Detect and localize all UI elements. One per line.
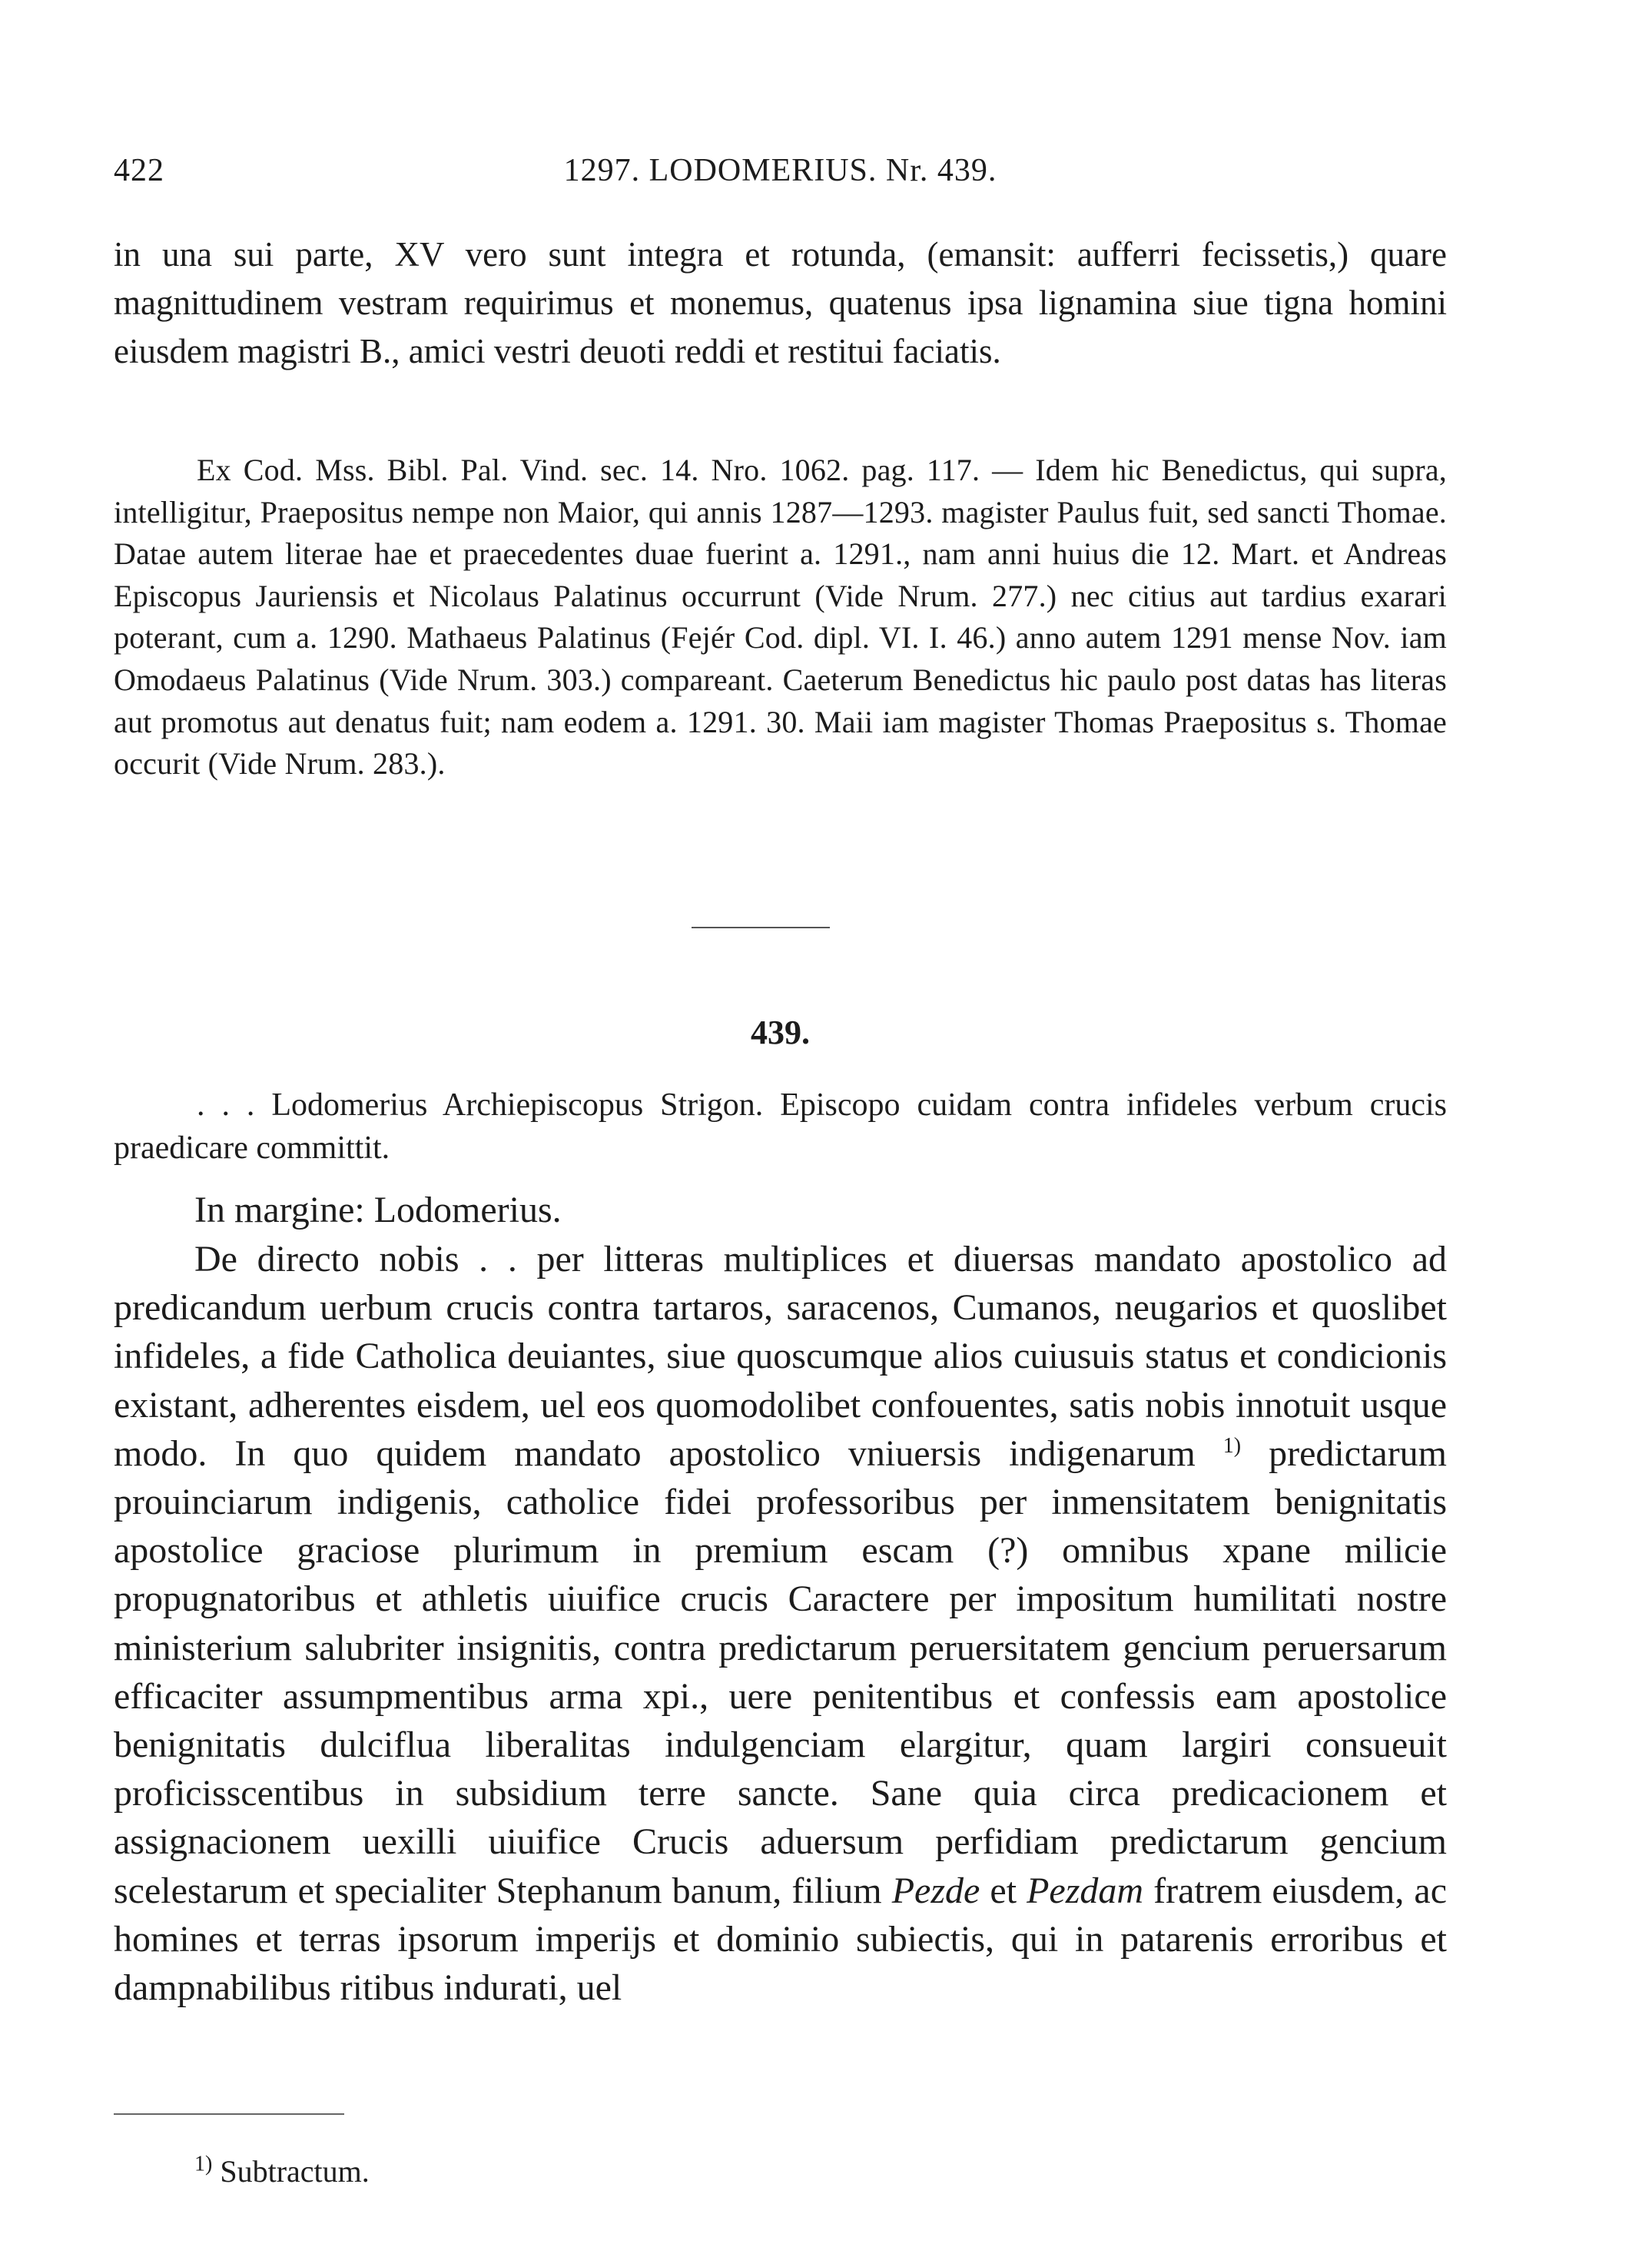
footnote — [194, 2152, 370, 2192]
personal-name-pezdam: Pezdam — [1027, 1870, 1144, 1911]
body-text-part-4: fratrem eiusdem, ac homines et terras ipsorum imperijs et dominio subiectis, qui in patarenis erroribus et dampnabilibus ritibus indurati, uel — [114, 1870, 1448, 2009]
editorial-note — [114, 450, 1447, 785]
summary-text: . . . Lodomerius Archiepiscopus Strigon. Episcopo cuidam contra infideles verbum crucis praedicare committit. — [114, 1087, 1447, 1166]
page-number: 422 — [114, 153, 164, 188]
section-divider — [692, 927, 830, 928]
footnote-text: Subtractum. — [220, 2154, 370, 2189]
footnote-marker: 1) — [194, 2152, 213, 2176]
document-number: 439. — [751, 1014, 810, 1051]
continuation-paragraph — [114, 231, 1447, 376]
body-text-part-1: De directo nobis . . per litteras multiplices et diuersas mandato apostolico ad predicandum uerbum crucis contra tartaros, saracenos, Cumanos, neugarios et quoslibet infideles, a fide Catholica deuiantes, siue quoscumque alios cuiusuis status et condicionis existant, adherentes eisdem, uel eos quomodolibet confouentes, satis nobis innotuit usque modo. In quo quidem mandato apostolico vniuersis indigenarum — [114, 1239, 1447, 1474]
body-text-part-3: et — [990, 1870, 1017, 1911]
body-text-part-2: predictarum prouinciarum indigenis, catholice fidei professoribus per inmensitatem benignitatis apostolice graciose plurimum in premium escam (?) omnibus xpane milicie propugnatoribus et athletis uiuifice crucis Caractere per impositum humilitati nostre ministerium salubriter insignitis, contra predictarum peruersitatem gencium peruersarum efficaciter assumpmentibus arma xpi., uere penitentibus et confessis eam apostolice benignitatis dulciflua liberalitas indulgenciam elargitur, quam largiri consueuit proficisscentibus in subsidium terre sancte. Sane quia circa predicacionem et assignacionem uexilli uiuifice Crucis aduersum perfidiam predictarum gencium scelestarum et specialiter Stephanum banum, filium — [114, 1432, 1448, 1911]
body-paragraph — [114, 1235, 1447, 2012]
editorial-note-text: Ex Cod. Mss. Bibl. Pal. Vind. sec. 14. Nro. 1062. pag. 117. — Idem hic Benedictus, qui supra, intelligitur, Praepositus nempe non Maior, qui annis 1287—1293. magister Paulus fuit, sed sancti Thomae. Datae autem literae hae et praecedentes duae fuerint a. 1291., nam anni huius die 12. Mart. et Andreas Episcopus Jauriensis et Nicolaus Palatinus occurrunt (Vide Nrum. 277.) nec citius aut tardius exarari poterant, cum a. 1290. Mathaeus Palatinus (Fejér Cod. dipl. VI. I. 46.) anno autem 1291 mense Nov. iam Omodaeus Palatinus (Vide Nrum. 303.) compareant. Caeterum Benedictus hic paulo post datas has literas aut promotus aut denatus fuit; nam eodem a. 1291. 30. Maii iam magister Thomas Praepositus s. Thomae occurit (Vide Nrum. 283.). — [114, 453, 1447, 782]
margin-note: In margine: Lodomerius. — [194, 1190, 562, 1230]
footnote-divider — [114, 2113, 344, 2115]
continuation-text: in una sui parte, XV vero sunt integra et rotunda, (emansit: aufferri fecissetis,) quare magnittudinem vestram requirimus et monemus, quatenus ipsa lignamina siue tigna homini eiusdem magistri B., amici vestri deuoti reddi et restitui faciatis. — [114, 235, 1447, 370]
footnote-reference: 1) — [1222, 1433, 1242, 1458]
document-summary — [114, 1084, 1447, 1170]
document-body — [114, 1235, 1447, 2012]
running-title: 1297. LODOMERIUS. Nr. 439. — [563, 153, 997, 188]
page-header — [114, 152, 1447, 198]
personal-name-pezde: Pezde — [891, 1870, 980, 1911]
